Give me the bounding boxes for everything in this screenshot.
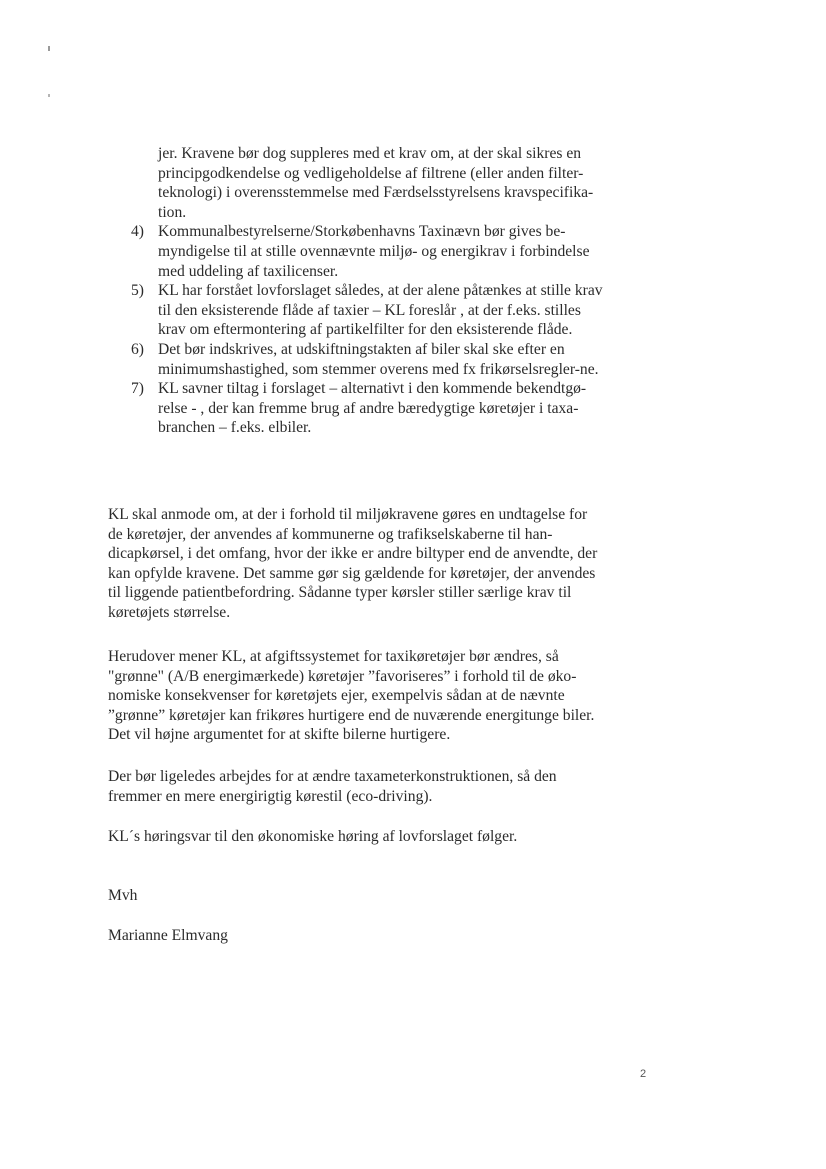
list-item-5 (131, 281, 611, 340)
list-item-text: Det bør indskrives, at udskiftningstakten af biler skal ske efter en minimumshastighed, som stemmer overens med fx frikørselsregler-ne. (158, 340, 599, 378)
page-number: 2 (640, 1068, 647, 1080)
paragraph-taximeter: Der bør ligeledes arbejdes for at ændre taxameterkonstruktionen, så den fremmer en mere energirigtig kørestil (eco-driving). (108, 768, 557, 805)
signature-name: Marianne Elmvang (108, 927, 228, 944)
scan-mark (48, 94, 50, 97)
list-item-text: Kommunalbestyrelserne/Storkøbenhavns Taxinævn bør gives be-myndigelse til at stille ovennævnte miljø- og energikrav i forbindelse med uddeling af taxilicenser. (158, 223, 590, 280)
numbered-list (131, 144, 611, 438)
paragraph-tax-system: Herudover mener KL, at afgiftssystemet for taxikøretøjer bør ændres, så "grønne" (A/B energimærkede) køretøjer ”favoriseres” i forhold til de øko-nomiske konsekvenser for køretøjets ejer, exempelvis sådan at de nævnte ”grønne” køretøjer kan frikøres hurtigere end de nuværende energitunge biler. Det vil højne argumentet for at skifte bilerne hurtigere. (108, 648, 595, 744)
list-item-number: 4) (131, 223, 144, 241)
list-item-6 (131, 340, 611, 379)
list-item-continuation (131, 144, 611, 222)
paragraph-exemption: KL skal anmode om, at der i forhold til miljøkravene gøres en undtagelse for de køretøjer, der anvendes af kommunerne og trafikselskaberne til han-dicapkørsel, i det omfang, hvor der ikke er andre biltyper end de anvendte, der kan opfylde kravene. Det samme gør sig gældende for køretøjer, der anvendes til liggende patientbefordring. Sådanne typer kørsler stiller særlige krav til køretøjets størrelse. (108, 506, 598, 621)
closing-greeting: Mvh (108, 887, 138, 904)
list-item-text: KL har forstået lovforslaget således, at der alene påtænkes at stille krav til den eksisterende flåde af taxier – KL foreslår , at der f.eks. stilles krav om eftermontering af partikelfilter for den eksisterende flåde. (158, 282, 603, 339)
list-item-number: 7) (131, 380, 144, 398)
scan-mark (48, 46, 50, 51)
list-item-number: 6) (131, 340, 144, 358)
list-item-text: jer. Kravene bør dog suppleres med et krav om, at der skal sikres en principgodkendelse og vedligeholdelse af filtrene (eller anden filter-teknologi) i overensstemmelse med Færdselsstyrelsens kravspecifika-tion. (158, 145, 594, 221)
list-item-7 (131, 379, 611, 438)
list-item-text: KL savner tiltag i forslaget – alternativt i den kommende bekendtgø-relse - , der kan fremme brug af andre bæredygtige køretøjer i taxa-branchen – f.eks. elbiler. (158, 380, 587, 437)
list-item-number: 5) (131, 282, 144, 300)
paragraph-hearing-response: KL´s høringsvar til den økonomiske høring af lovforslaget følger. (108, 828, 518, 845)
list-item-4 (131, 222, 611, 281)
